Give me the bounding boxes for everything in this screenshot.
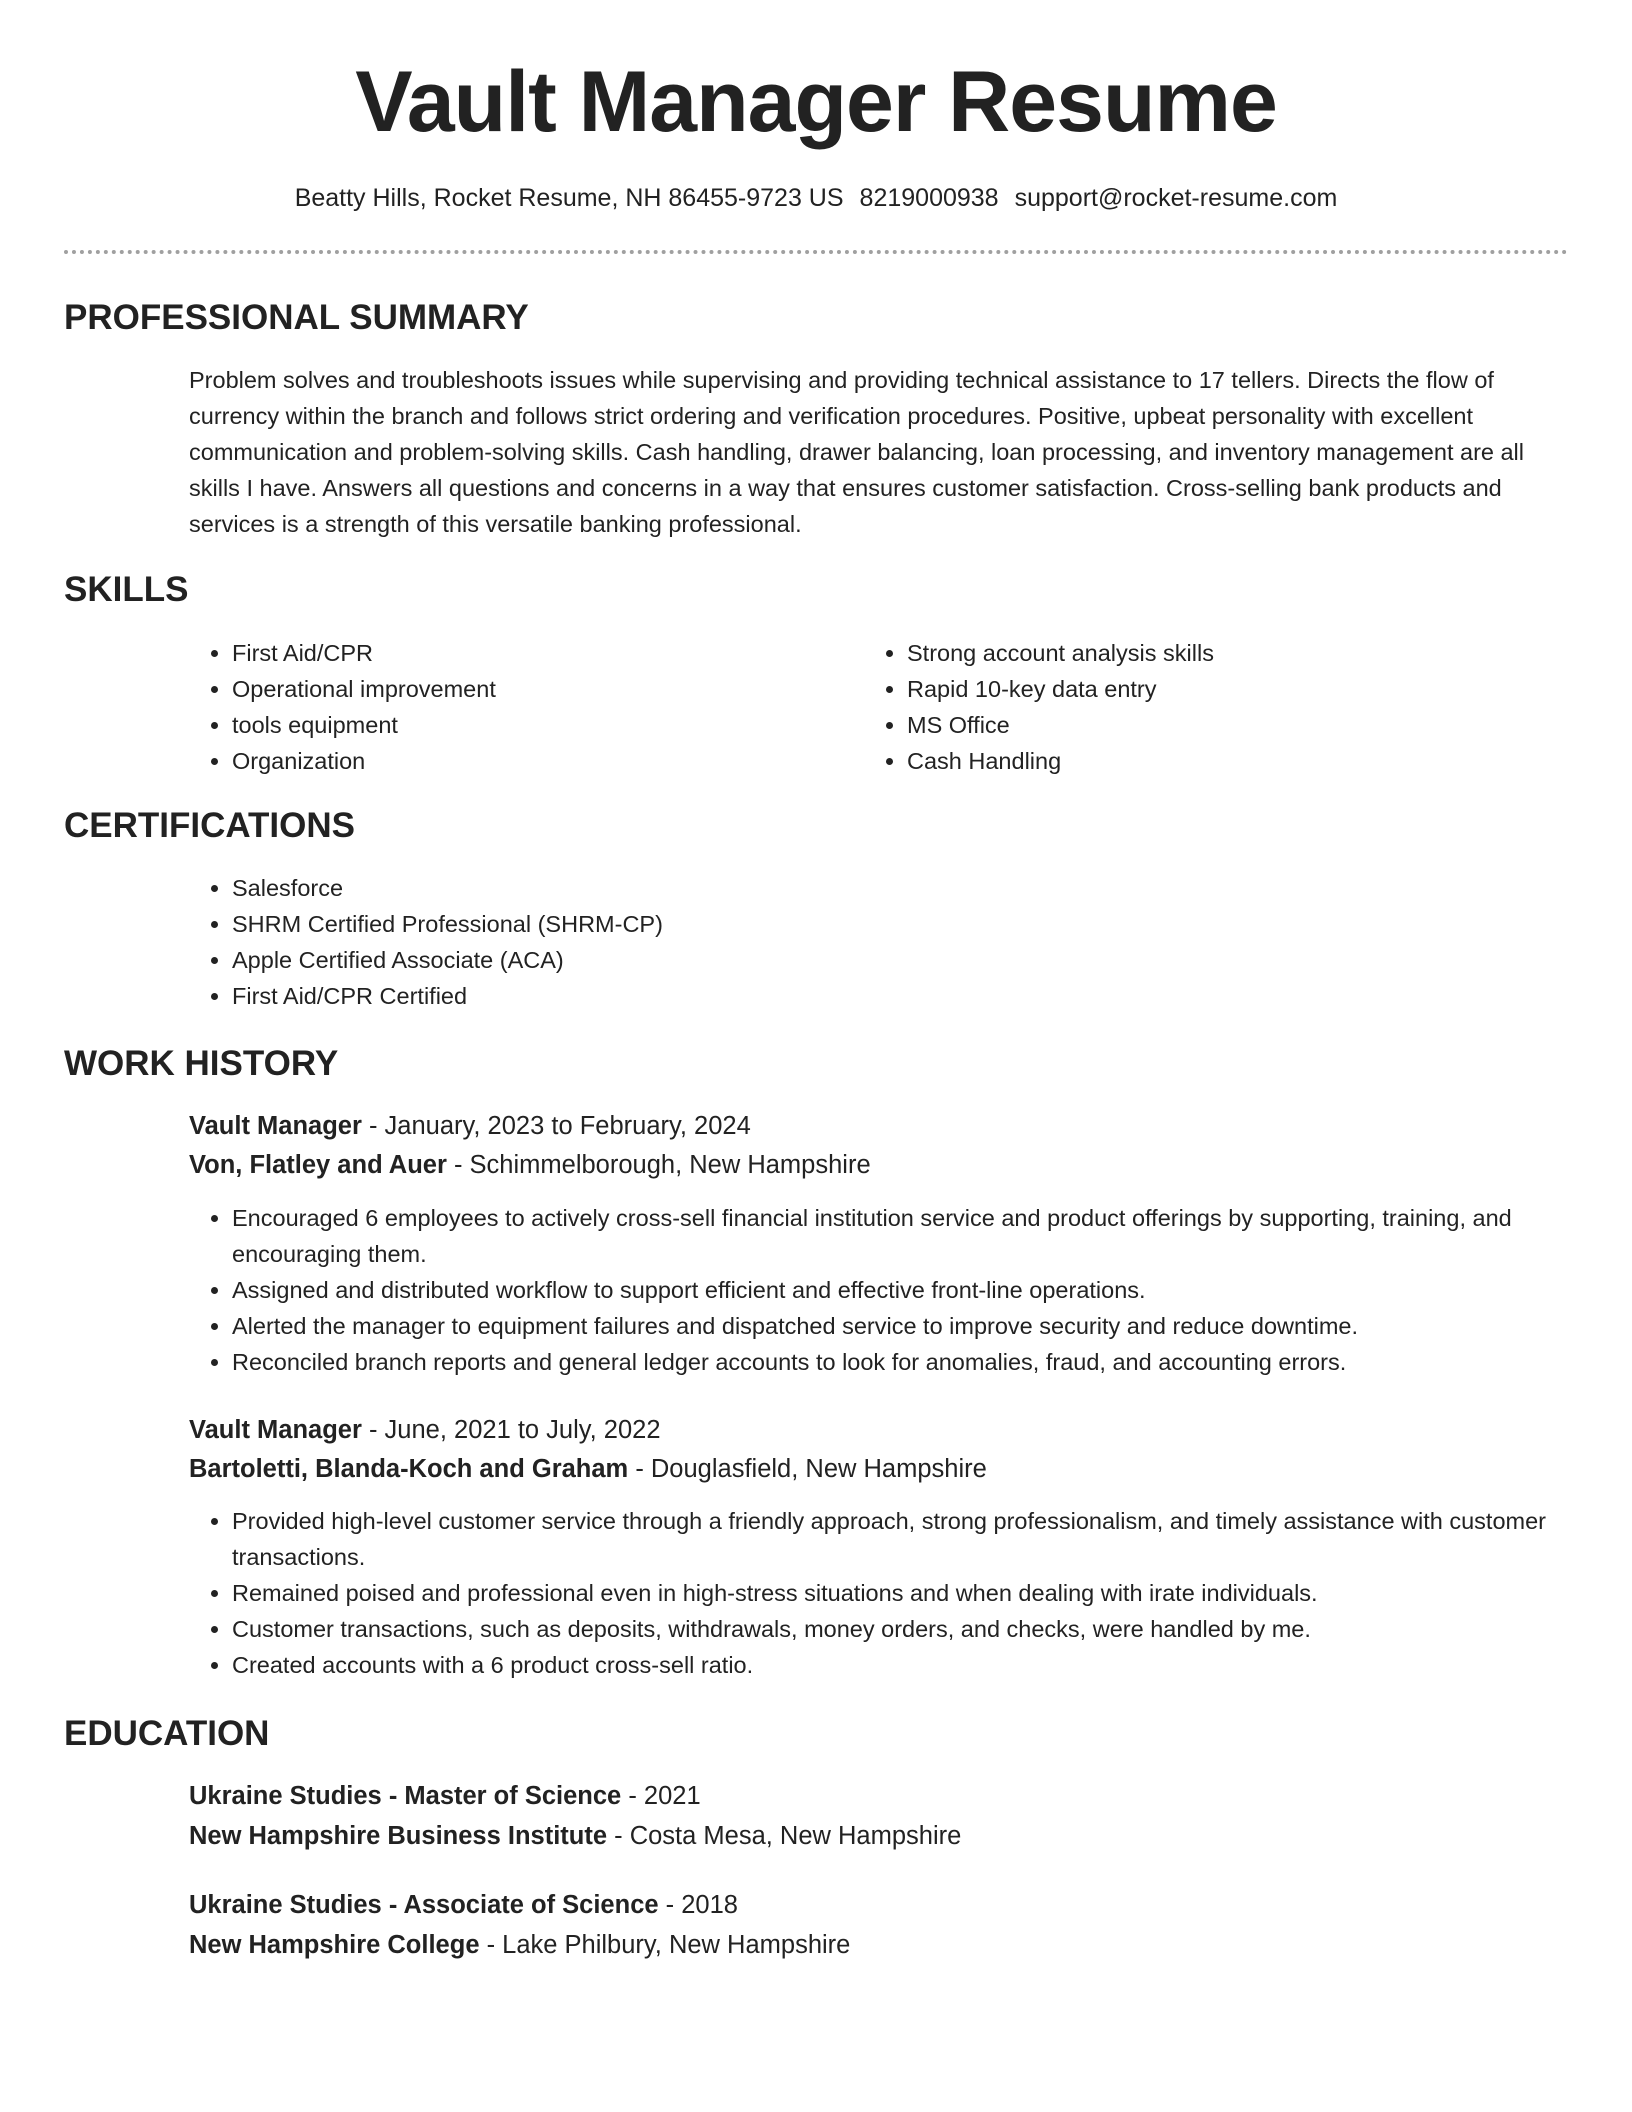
job-location: - Schimmelborough, New Hampshire xyxy=(446,1151,871,1179)
contact-address: Beatty Hills, Rocket Resume, NH 86455-9723 US xyxy=(294,184,844,212)
summary-heading: PROFESSIONAL SUMMARY xyxy=(64,298,529,337)
list-item: • Provided high-level customer service through a friendly approach, strong professionalism, and timely assistance with customer transactions. xyxy=(232,1503,1587,1575)
list-item: • MS Office xyxy=(907,707,1587,743)
job-dates: - June, 2021 to July, 2022 xyxy=(361,1416,661,1444)
job-dates: - January, 2023 to February, 2024 xyxy=(361,1112,751,1140)
certifications-heading: CERTIFICATIONS xyxy=(64,806,356,845)
list-item: • Organization xyxy=(232,743,832,779)
list-item: • Customer transactions, such as deposits, withdrawals, money orders, and checks, were handled by me. xyxy=(232,1611,1587,1647)
list-item: • Remained poised and professional even in high-stress situations and when dealing with irate individuals. xyxy=(232,1575,1587,1611)
education-year: - 2021 xyxy=(621,1782,701,1810)
education-school-line xyxy=(189,1926,850,1964)
list-item: • Encouraged 6 employees to actively cross-sell financial institution service and product offerings by supporting, training, and encouraging them. xyxy=(232,1200,1587,1272)
education-year: - 2018 xyxy=(658,1891,738,1919)
resume-title: Vault Manager Resume xyxy=(355,54,1277,150)
education-school: New Hampshire College xyxy=(189,1931,480,1959)
job-title-line xyxy=(189,1411,661,1449)
education-school-line xyxy=(189,1817,961,1855)
list-item: • Salesforce xyxy=(232,870,1532,906)
list-item: • Reconciled branch reports and general ledger accounts to look for anomalies, fraud, and accounting errors. xyxy=(232,1344,1587,1380)
contact-phone: 8219000938 xyxy=(859,184,999,212)
education-school: New Hampshire Business Institute xyxy=(189,1822,608,1850)
education-heading: EDUCATION xyxy=(64,1714,270,1753)
list-item: • First Aid/CPR Certified xyxy=(232,978,1532,1014)
certifications-list xyxy=(189,870,1532,1014)
job-bullets xyxy=(189,1200,1587,1380)
skills-list-left xyxy=(189,635,832,779)
education-location: - Lake Philbury, New Hampshire xyxy=(479,1931,851,1959)
list-item: • First Aid/CPR xyxy=(232,635,832,671)
list-item: • Rapid 10-key data entry xyxy=(907,671,1587,707)
job-location: - Douglasfield, New Hampshire xyxy=(628,1455,987,1483)
list-item: • Alerted the manager to equipment failures and dispatched service to improve security and reduce downtime. xyxy=(232,1308,1587,1344)
education-degree-line xyxy=(189,1777,701,1815)
education-degree-line xyxy=(189,1886,738,1924)
job-company-line xyxy=(189,1450,987,1488)
skills-heading: SKILLS xyxy=(64,570,189,609)
summary-text: Problem solves and troubleshoots issues while supervising and providing technical assistance to 17 tellers. Directs the flow of currency within the branch and follows strict ordering and verification procedures. Positive, upbeat personality with excellent communication and problem-solving skills. Cash handling, drawer balancing, loan processing, and inventory management are all skills I have. Answers all questions and concerns in a way that ensures customer satisfaction. Cross-selling bank products and services is a strength of this versatile banking professional. xyxy=(189,367,1525,537)
contact-email[interactable]: support@rocket-resume.com xyxy=(1014,184,1338,212)
education-location: - Costa Mesa, New Hampshire xyxy=(607,1822,962,1850)
work-history-heading: WORK HISTORY xyxy=(64,1044,339,1083)
header-divider xyxy=(64,250,1568,254)
job-title: Vault Manager xyxy=(189,1112,362,1140)
education-degree: Ukraine Studies - Associate of Science xyxy=(189,1891,659,1919)
list-item: • Cash Handling xyxy=(907,743,1587,779)
skills-list-right xyxy=(864,635,1587,779)
job-bullets xyxy=(189,1503,1587,1683)
list-item: • Assigned and distributed workflow to support efficient and effective front-line operations. xyxy=(232,1272,1587,1308)
list-item: • Operational improvement xyxy=(232,671,832,707)
list-item: • Created accounts with a 6 product cross-sell ratio. xyxy=(232,1647,1587,1683)
contact-line xyxy=(0,182,1632,214)
list-item: • Strong account analysis skills xyxy=(907,635,1587,671)
list-item: • SHRM Certified Professional (SHRM-CP) xyxy=(232,906,1532,942)
job-company: Von, Flatley and Auer xyxy=(189,1151,447,1179)
job-company-line xyxy=(189,1146,871,1184)
list-item: • Apple Certified Associate (ACA) xyxy=(232,942,1532,978)
education-degree: Ukraine Studies - Master of Science xyxy=(189,1782,622,1810)
job-title-line xyxy=(189,1107,751,1145)
list-item: • tools equipment xyxy=(232,707,832,743)
job-company: Bartoletti, Blanda-Koch and Graham xyxy=(189,1455,629,1483)
job-title: Vault Manager xyxy=(189,1416,362,1444)
